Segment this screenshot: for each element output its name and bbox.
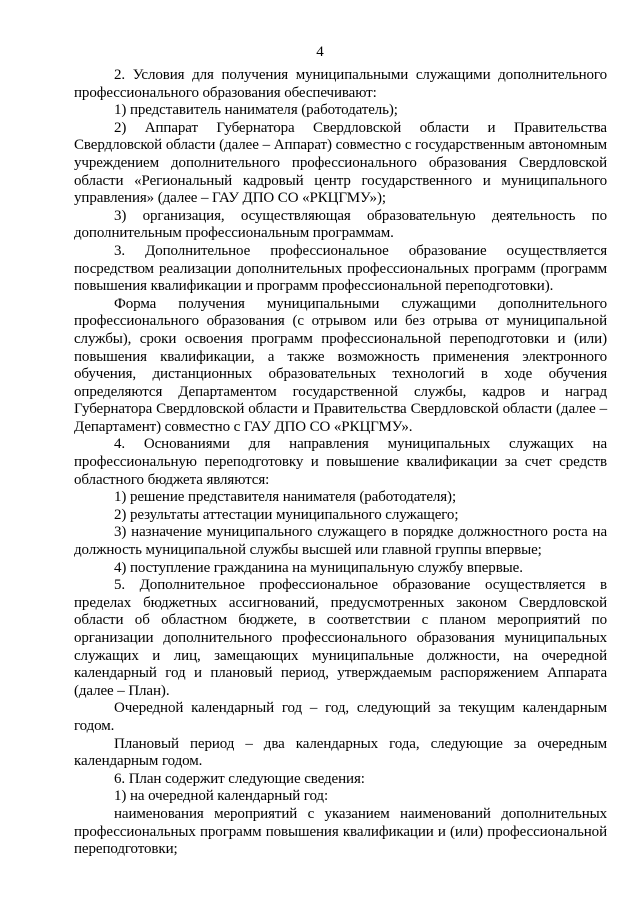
paragraph: 2. Условия для получения муниципальными служащими дополнительного профессионального образования обеспечивают: — [74, 67, 607, 101]
paragraph: 3) организация, осуществляющая образовательную деятельность по дополнительным профессиональным программам. — [74, 207, 607, 242]
paragraph: 1) представитель нанимателя (работодатель); — [114, 102, 398, 119]
paragraph: Плановый период – два календарных года, следующие за очередным календарным годом. — [74, 735, 607, 770]
paragraph: 3) назначение муниципального служащего в порядке должностного роста на должность муниципальной службы высшей или главной группы впервые; — [74, 524, 607, 559]
paragraph: 1) решение представителя нанимателя (работодателя); — [114, 489, 457, 506]
document-body — [74, 67, 607, 859]
paragraph: 6. План содержит следующие сведения: — [114, 770, 365, 787]
paragraph: 5. Дополнительное профессиональное образование осуществляется в пределах бюджетных ассигнований, предусмотренных законом Свердловской области об областном бюджете, в соответствии с планом мероприятий по организации дополнительного профессионального образования муниципальных служащих и лиц, замещающих муниципальные должности, на очередной календарный год и плановый период, утверждаемым распоряжением Аппарата (далее – План). — [74, 577, 607, 699]
paragraph: Форма получения муниципальными служащими дополнительного профессионального образования (с отрывом или без отрыва от муниципальной службы), сроки освоения программ профессиональной переподготовки и (или) повышения квалификации, а также возможность применения электронного обучения, дистанционных образовательных технологий в ходе обучения определяются Департаментом государственной службы, кадров и наград Губернатора Свердловской области и Правительства Свердловской области (далее – Департамент) совместно с ГАУ ДПО СО «РКЦГМУ». — [74, 295, 607, 435]
paragraph: 4. Основаниями для направления муниципальных служащих на профессиональную переподготовку и повышение квалификации за счет средств областного бюджета являются: — [74, 436, 607, 488]
paragraph: 3. Дополнительное профессиональное образование осуществляется посредством реализации дополнительных профессиональных программ (программ повышения квалификации и программ профессиональной переподготовки). — [74, 242, 607, 295]
paragraph: 2) Аппарат Губернатора Свердловской области и Правительства Свердловской области (далее – Аппарат) совместно с государственным автономным учреждением дополнительного профессионального образования Свердловской области «Региональный кадровый центр государственного и муниципального управления» (далее – ГАУ ДПО СО «РКЦГМУ»); — [74, 119, 607, 207]
paragraph: 4) поступление гражданина на муниципальную службу впервые. — [114, 559, 523, 576]
page-number: 4 — [316, 44, 324, 60]
paragraph: 1) на очередной календарный год: — [114, 788, 329, 805]
paragraph: Очередной календарный год – год, следующий за текущим календарным годом. — [74, 700, 607, 734]
paragraph: наименования мероприятий с указанием наименований дополнительных профессиональных программ повышения квалификации и (или) профессиональной переподготовки; — [74, 805, 607, 858]
paragraph: 2) результаты аттестации муниципального служащего; — [114, 506, 459, 523]
